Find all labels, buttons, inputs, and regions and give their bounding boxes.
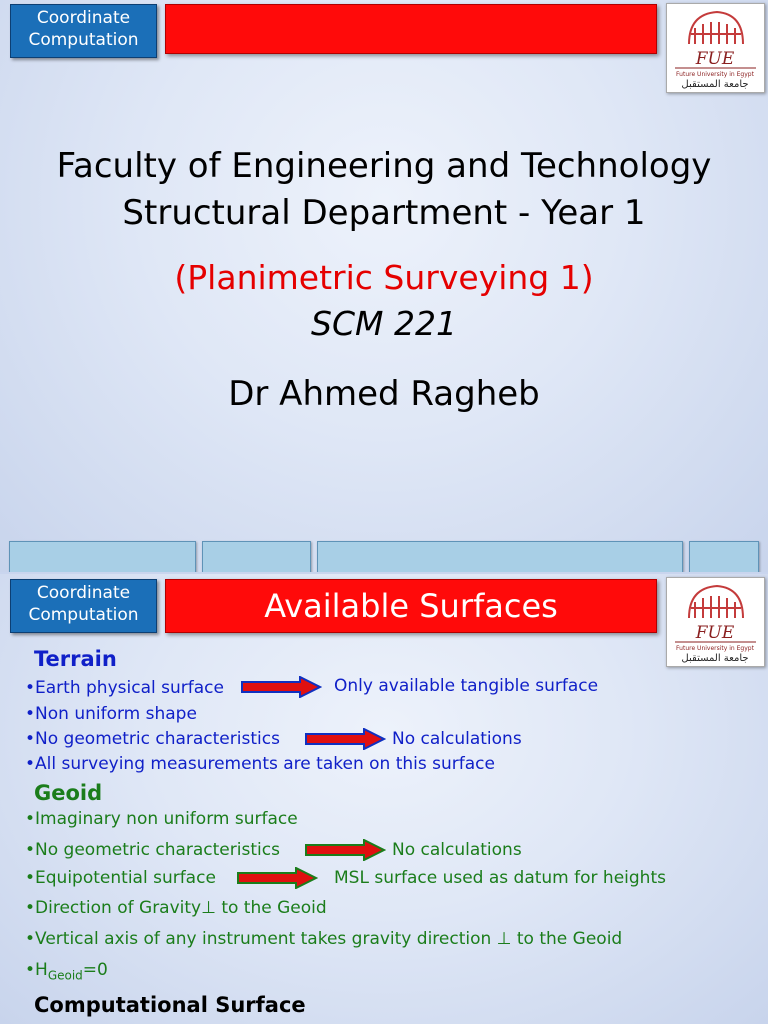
geoid-bullet-6-prefix: •H — [25, 960, 48, 980]
surfaces-slide — [0, 574, 768, 1024]
right-arrow-icon — [304, 839, 386, 861]
terrain-result-3: No calculations — [392, 729, 522, 749]
university-logo — [666, 577, 765, 667]
geoid-bullet-2: •No geometric characteristics — [25, 840, 280, 860]
slide-title: Available Surfaces — [264, 587, 558, 625]
instructor-name: Dr Ahmed Ragheb — [228, 374, 540, 414]
section-tag-line2: Computation — [28, 605, 139, 625]
computational-surface-heading: Computational Surface — [34, 993, 306, 1017]
university-logo — [666, 3, 765, 93]
department-title: Structural Department - Year 1 — [122, 193, 646, 233]
footer-block-3 — [317, 541, 683, 572]
title-bar — [165, 579, 657, 633]
course-code: SCM 221 — [311, 304, 457, 343]
geoid-bullet-6-suffix: =0 — [82, 960, 108, 980]
right-arrow-icon — [304, 728, 386, 750]
geoid-bullet-4: •Direction of Gravity⊥ to the Geoid — [25, 898, 327, 918]
terrain-result-1: Only available tangible surface — [334, 676, 599, 696]
footer-block-4 — [689, 541, 759, 572]
logo-text: FUE — [695, 49, 735, 69]
logo-text: FUE — [695, 623, 735, 643]
section-tag — [10, 579, 157, 633]
footer-block-2 — [202, 541, 311, 572]
logo-arabic: جامعة المستقبل — [681, 79, 749, 90]
title-bar — [165, 4, 657, 54]
right-arrow-icon — [236, 867, 318, 889]
section-tag-line1: Coordinate — [36, 8, 131, 28]
terrain-heading: Terrain — [34, 647, 117, 671]
right-arrow-icon — [240, 676, 322, 698]
geoid-bullet-5: •Vertical axis of any instrument takes gravity direction ⊥ to the Geoid — [25, 929, 623, 949]
section-tag — [10, 4, 157, 58]
geoid-result-2: No calculations — [392, 840, 522, 860]
geoid-bullet-1: •Imaginary non uniform surface — [25, 809, 298, 829]
footer-block-1 — [9, 541, 196, 572]
geoid-bullet-3: •Equipotential surface — [25, 868, 216, 888]
logo-subtitle: Future University in Egypt — [676, 645, 754, 652]
section-tag-line2: Computation — [28, 30, 139, 50]
geoid-result-3: MSL surface used as datum for heights — [334, 868, 666, 888]
geoid-bullet-6 — [25, 960, 108, 982]
terrain-bullet-2: •Non uniform shape — [25, 704, 197, 724]
course-name: (Planimetric Surveying 1) — [174, 258, 594, 297]
geoid-heading: Geoid — [34, 781, 103, 805]
logo-arabic: جامعة المستقبل — [681, 653, 749, 664]
logo-subtitle: Future University in Egypt — [676, 71, 754, 78]
section-tag-line1: Coordinate — [36, 583, 131, 603]
terrain-bullet-4: •All surveying measurements are taken on this surface — [25, 754, 495, 774]
geoid-bullet-6-subscript: Geoid — [47, 968, 83, 983]
terrain-bullet-3: •No geometric characteristics — [25, 729, 280, 749]
terrain-bullet-1: •Earth physical surface — [25, 678, 224, 698]
faculty-title: Faculty of Engineering and Technology — [56, 146, 712, 186]
